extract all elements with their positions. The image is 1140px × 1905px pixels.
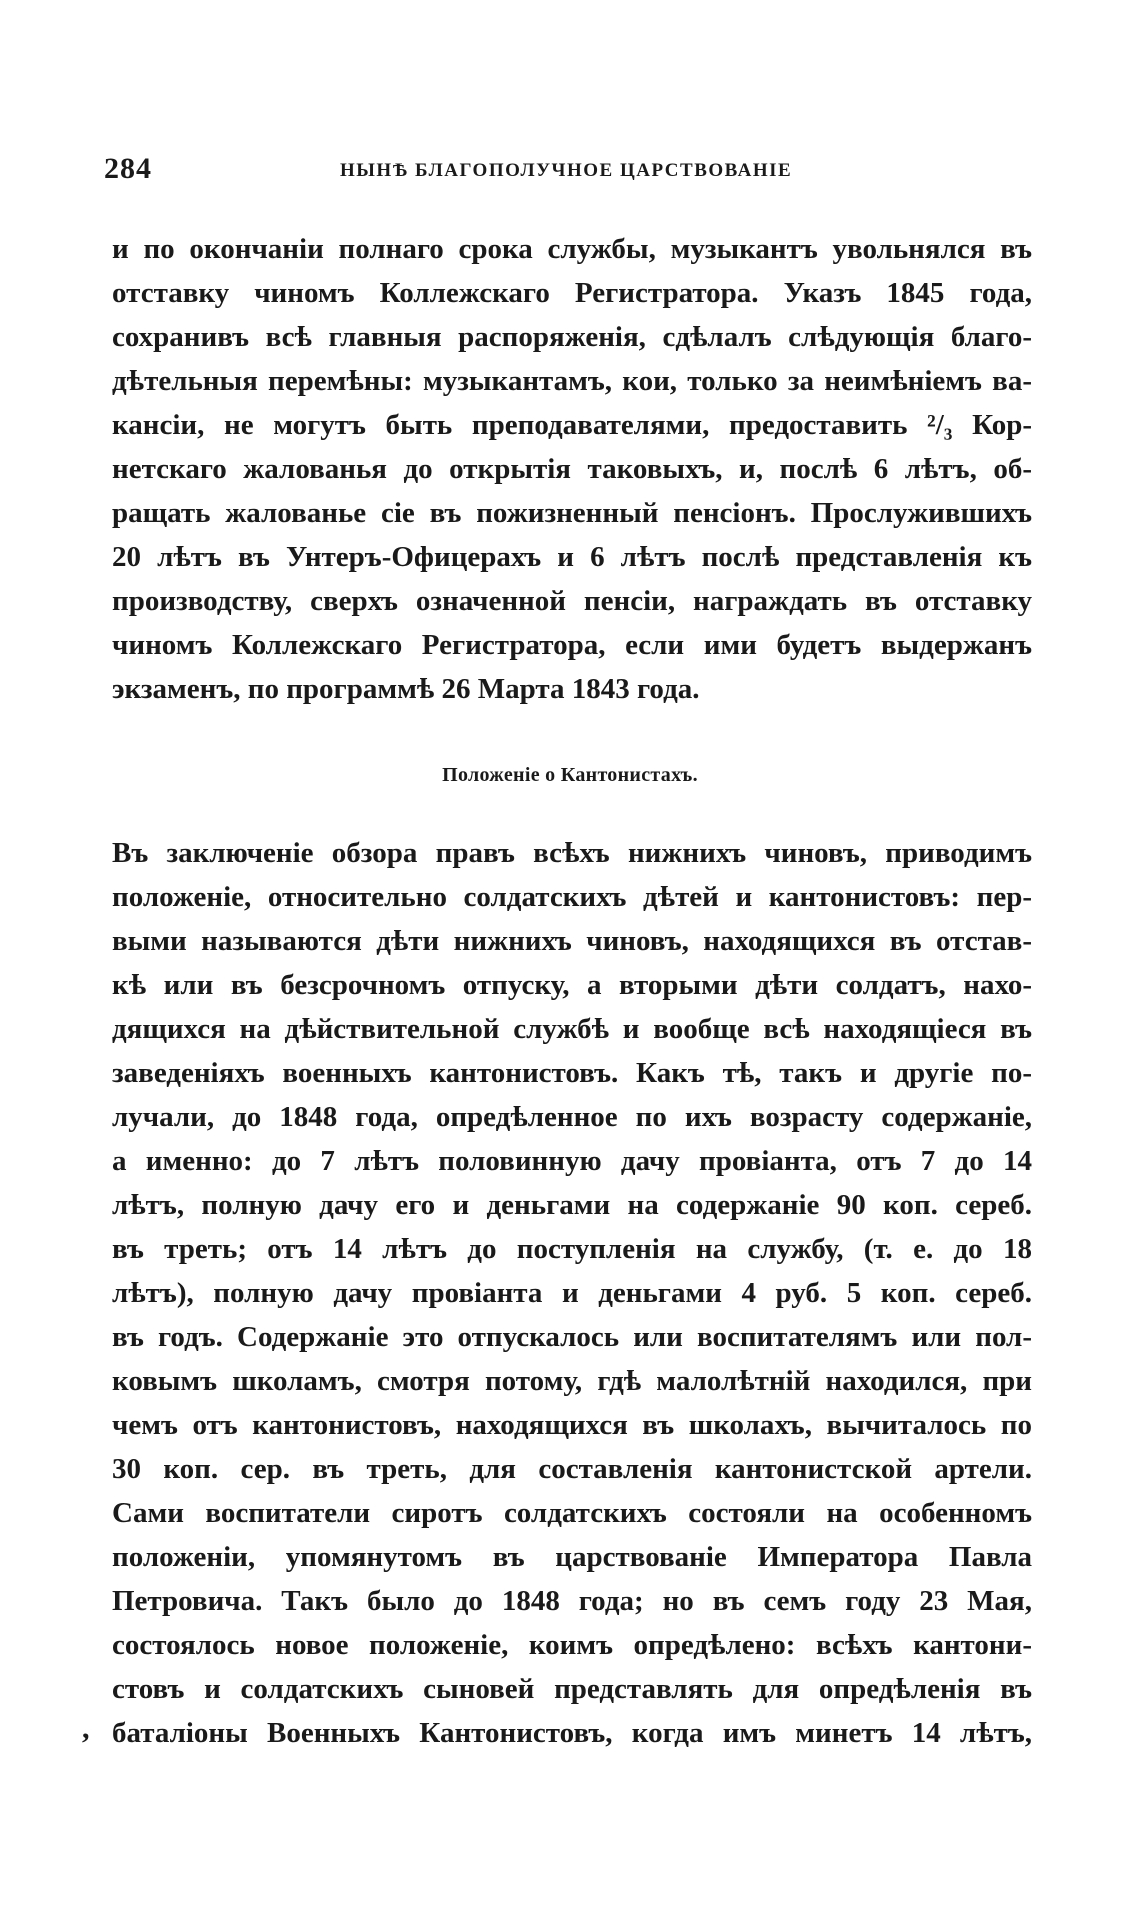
margin-mark: , (82, 1712, 90, 1745)
text-line: положеніи, упомянутомъ въ царствованіе Императора Павла (112, 1541, 1032, 1573)
paragraph-1 (112, 227, 1032, 711)
text-line: состоялось новое положеніе, коимъ опредѣлено: всѣхъ кантони- (112, 1629, 1032, 1661)
text-line: дящихся на дѣйствительной службѣ и вообще всѣ находящіеся въ (112, 1013, 1032, 1045)
text-line: въ годъ. Содержаніе это отпускалось или воспитателямъ или пол- (112, 1321, 1032, 1353)
text-line: чемъ отъ кантонистовъ, находящихся въ школахъ, вычиталось по (112, 1409, 1032, 1441)
text-line: лѣтъ), полную дачу провіанта и деньгами 4 руб. 5 коп. сереб. (112, 1277, 1032, 1309)
text-line: нетскаго жалованья до открытія таковыхъ, и, послѣ 6 лѣтъ, об- (112, 453, 1032, 485)
text-line: и по окончаніи полнаго срока службы, музыкантъ увольнялся въ (112, 233, 1032, 265)
text-line: а именно: до 7 лѣтъ половинную дачу провіанта, отъ 7 до 14 (112, 1145, 1032, 1177)
text-line: стовъ и солдатскихъ сыновей представлять для опредѣленія въ (112, 1673, 1032, 1705)
running-head (104, 152, 1032, 192)
page-number: 284 (104, 152, 152, 185)
text-line: ращать жалованье сіе въ пожизненный пенсіонъ. Прослужившихъ (112, 497, 1032, 529)
text-line: кѣ или въ безсрочномъ отпуску, а вторыми дѣти солдатъ, нахо- (112, 969, 1032, 1001)
text-line: кансіи, не могутъ быть преподавателями, предоставить ²/₃ Кор- (112, 409, 1032, 441)
text-line: чиномъ Коллежскаго Регистратора, если ими будетъ выдержанъ (112, 629, 1032, 661)
text-line: отставку чиномъ Коллежскаго Регистратора. Указъ 1845 года, (112, 277, 1032, 309)
text-line: дѣтельныя перемѣны: музыкантамъ, кои, только за неимѣніемъ ва- (112, 365, 1032, 397)
text-line: лѣтъ, полную дачу его и деньгами на содержаніе 90 коп. сереб. (112, 1189, 1032, 1221)
text-line: Сами воспитатели сиротъ солдатскихъ состояли на особенномъ (112, 1497, 1032, 1529)
text-line: лучали, до 1848 года, опредѣленное по ихъ возрасту содержаніе, (112, 1101, 1032, 1133)
text-line: производству, сверхъ означенной пенсіи, награждать въ отставку (112, 585, 1032, 617)
text-line: Въ заключеніе обзора правъ всѣхъ нижнихъ чиновъ, приводимъ (112, 837, 1032, 869)
text-line: выми называются дѣти нижнихъ чиновъ, находящихся въ отстав- (112, 925, 1032, 957)
text-line: баталіоны Военныхъ Кантонистовъ, когда имъ минетъ 14 лѣтъ, (112, 1717, 1032, 1749)
text-line: положеніе, относительно солдатскихъ дѣтей и кантонистовъ: пер- (112, 881, 1032, 913)
text-line: экзаменъ, по программѣ 26 Марта 1843 года. (112, 673, 700, 705)
text-line: въ треть; отъ 14 лѣтъ до поступленія на службу, (т. е. до 18 (112, 1233, 1032, 1265)
running-title: НЫНѢ БЛАГОПОЛУЧНОЕ ЦАРСТВОВАНІЕ (340, 160, 793, 181)
text-line: 30 коп. сер. въ треть, для составленія кантонистской артели. (112, 1453, 1032, 1485)
text-line: сохранивъ всѣ главныя распоряженія, сдѣлалъ слѣдующія благо- (112, 321, 1032, 353)
text-line: 20 лѣтъ въ Унтеръ-Офицерахъ и 6 лѣтъ послѣ представленія къ (112, 541, 1032, 573)
text-line: заведеніяхъ военныхъ кантонистовъ. Какъ тѣ, такъ и другіе по- (112, 1057, 1032, 1089)
text-line: Петровича. Такъ было до 1848 года; но въ семъ году 23 Мая, (112, 1585, 1032, 1617)
section-heading: Положеніе о Кантонистахъ. (442, 764, 698, 786)
text-line: ковымъ школамъ, смотря потому, гдѣ малолѣтній находился, при (112, 1365, 1032, 1397)
paragraph-2 (112, 831, 1032, 1755)
